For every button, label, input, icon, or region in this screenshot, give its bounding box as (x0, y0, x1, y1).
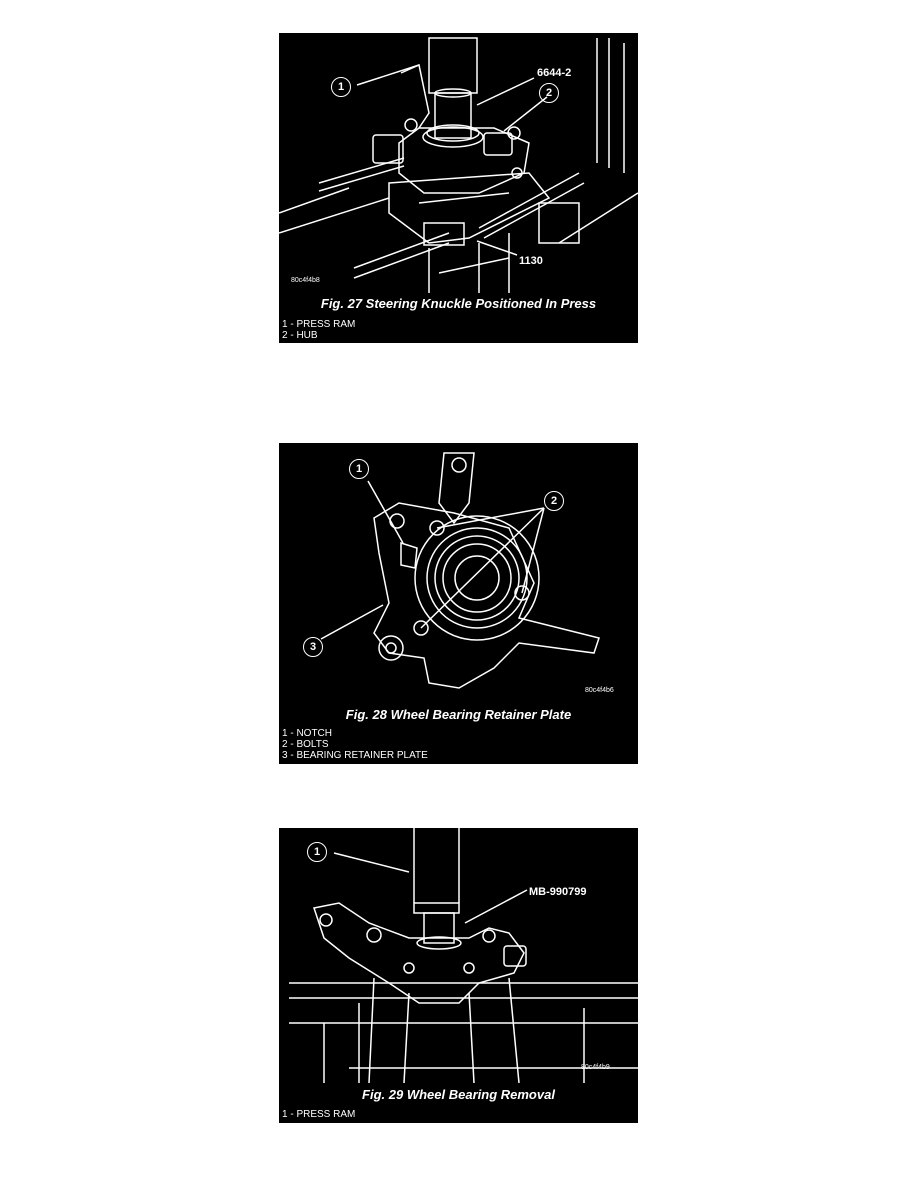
legend-item: 2 - BOLTS (282, 739, 329, 750)
figure-code: 80c4f4b9 (581, 1064, 610, 1071)
callout-1: 1 (307, 842, 327, 862)
legend-item: 1 - NOTCH (282, 728, 332, 739)
figure-27 (279, 33, 638, 343)
knuckle-illustration-fig28 (279, 443, 638, 703)
legend-item: 1 - PRESS RAM (282, 1109, 356, 1120)
legend-item: 1 - PRESS RAM (282, 319, 356, 330)
callout-2: 2 (544, 491, 564, 511)
figure-caption: Fig. 27 Steering Knuckle Positioned In Press (320, 296, 597, 311)
callout-1: 1 (349, 459, 369, 479)
figure-caption: Fig. 29 Wheel Bearing Removal (362, 1087, 555, 1102)
press-illustration-fig29 (279, 828, 638, 1083)
figure-28 (279, 443, 638, 764)
tool-label-1130: 1130 (519, 255, 543, 267)
tool-label-6644-2: 6644-2 (537, 67, 572, 79)
tool-label-mb-990799: MB-990799 (529, 886, 587, 898)
figure-legend (282, 728, 428, 761)
callout-2: 2 (539, 83, 559, 103)
figure-legend (282, 1109, 355, 1120)
callout-1: 1 (331, 77, 351, 97)
legend-item: 2 - HUB (282, 330, 318, 341)
callout-3: 3 (303, 637, 323, 657)
legend-item: 3 - BEARING RETAINER PLATE (282, 750, 428, 761)
press-illustration-fig27 (279, 33, 638, 293)
figure-code: 80c4f4b8 (291, 277, 320, 284)
figure-legend (282, 319, 355, 341)
figure-29 (279, 828, 638, 1123)
figure-caption: Fig. 28 Wheel Bearing Retainer Plate (345, 707, 572, 722)
figure-code: 80c4f4b6 (585, 687, 614, 694)
